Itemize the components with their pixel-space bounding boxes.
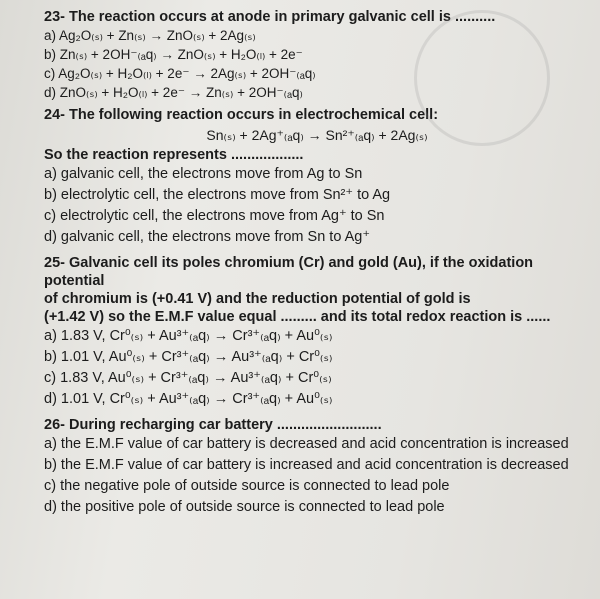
question-24-option-a[interactable]: a) galvanic cell, the electrons move from Ag to Sn bbox=[44, 166, 363, 182]
question-23-option-c[interactable]: c) Ag₂O₍ₛ₎ + H₂O₍ₗ₎ + 2e⁻ → 2Ag₍ₛ₎ + 2OH⁻₍ₐq₎ bbox=[44, 66, 316, 81]
question-23-option-a[interactable]: a) Ag₂O₍ₛ₎ + Zn₍ₛ₎ → ZnO₍ₛ₎ + 2Ag₍ₛ₎ bbox=[44, 28, 256, 43]
question-25 bbox=[44, 254, 590, 410]
question-25-option-c[interactable]: c) 1.83 V, Au⁰₍ₛ₎ + Cr³⁺₍ₐq₎ → Au³⁺₍ₐq₎ + Cr⁰₍ₛ₎ bbox=[44, 370, 332, 386]
question-24-equation: Sn₍ₛ₎ + 2Ag⁺₍ₐq₎ → Sn²⁺₍ₐq₎ + 2Ag₍ₛ₎ bbox=[206, 127, 428, 143]
question-25-option-b[interactable]: b) 1.01 V, Au⁰₍ₛ₎ + Cr³⁺₍ₐq₎ → Au³⁺₍ₐq₎ + Cr⁰₍ₛ₎ bbox=[44, 349, 333, 365]
watermark-stamp bbox=[414, 10, 550, 146]
question-24-option-b[interactable]: b) electrolytic cell, the electrons move from Sn²⁺ to Ag bbox=[44, 187, 391, 203]
question-25-option-d[interactable]: d) 1.01 V, Cr⁰₍ₛ₎ + Au³⁺₍ₐq₎ → Cr³⁺₍ₐq₎ + Au⁰₍ₛ₎ bbox=[44, 391, 333, 407]
question-26-option-c[interactable]: c) the negative pole of outside source is connected to lead pole bbox=[44, 478, 450, 494]
question-24-option-d[interactable]: d) galvanic cell, the electrons move from Sn to Ag⁺ bbox=[44, 229, 371, 245]
question-24-stem: 24- The following reaction occurs in electrochemical cell: bbox=[44, 107, 439, 123]
question-25-stem-line-3: (+1.42 V) so the E.M.F value equal ......... and its total redox reaction is ...... bbox=[44, 309, 551, 325]
question-23-option-d[interactable]: d) ZnO₍ₛ₎ + H₂O₍ₗ₎ + 2e⁻ → Zn₍ₛ₎ + 2OH⁻₍ₐq₎ bbox=[44, 85, 303, 100]
question-26-option-d[interactable]: d) the positive pole of outside source is connected to lead pole bbox=[44, 499, 445, 515]
question-26 bbox=[44, 416, 590, 518]
question-25-stem-line-2: of chromium is (+0.41 V) and the reduction potential of gold is bbox=[44, 291, 471, 307]
question-23-stem: 23- The reaction occurs at anode in primary galvanic cell is .......... bbox=[44, 9, 496, 25]
question-24-prompt: So the reaction represents .................. bbox=[44, 147, 304, 163]
question-26-option-b[interactable]: b) the E.M.F value of car battery is increased and acid concentration is decreased bbox=[44, 457, 569, 473]
question-26-option-a[interactable]: a) the E.M.F value of car battery is decreased and acid concentration is increased bbox=[44, 436, 569, 452]
question-23-option-b[interactable]: b) Zn₍ₛ₎ + 2OH⁻₍ₐq₎ → ZnO₍ₛ₎ + H₂O₍ₗ₎ + 2e⁻ bbox=[44, 47, 303, 62]
question-25-stem-line-1: 25- Galvanic cell its poles chromium (Cr) and gold (Au), if the oxidation potential bbox=[44, 255, 534, 289]
question-26-stem: 26- During recharging car battery .......................... bbox=[44, 417, 382, 433]
question-24-option-c[interactable]: c) electrolytic cell, the electrons move from Ag⁺ to Sn bbox=[44, 208, 385, 224]
question-25-option-a[interactable]: a) 1.83 V, Cr⁰₍ₛ₎ + Au³⁺₍ₐq₎ → Cr³⁺₍ₐq₎ + Au⁰₍ₛ₎ bbox=[44, 328, 333, 344]
